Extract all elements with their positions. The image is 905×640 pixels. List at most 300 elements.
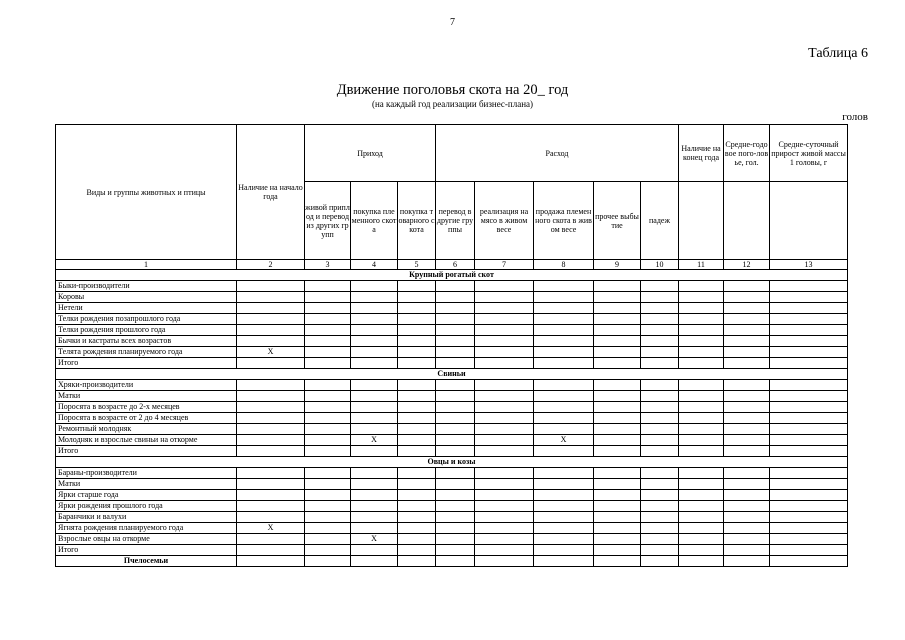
table-cell xyxy=(305,347,351,358)
table-cell xyxy=(305,556,351,567)
table-cell xyxy=(679,545,724,556)
table-cell xyxy=(641,303,679,314)
table-cell xyxy=(641,545,679,556)
table-cell xyxy=(594,446,641,457)
table-cell xyxy=(351,292,398,303)
table-cell xyxy=(237,413,305,424)
header-species: Виды и группы животных и птицы xyxy=(56,125,237,260)
table-cell xyxy=(534,325,594,336)
table-cell xyxy=(770,501,848,512)
table-cell xyxy=(436,391,475,402)
table-cell xyxy=(679,479,724,490)
table-cell xyxy=(351,479,398,490)
table-cell xyxy=(475,490,534,501)
table-cell xyxy=(475,468,534,479)
table-cell xyxy=(436,402,475,413)
table-row xyxy=(56,347,848,358)
table-cell xyxy=(351,490,398,501)
table-cell xyxy=(237,446,305,457)
table-cell xyxy=(351,281,398,292)
table-cell xyxy=(679,523,724,534)
table-row xyxy=(56,281,848,292)
table-cell xyxy=(770,380,848,391)
table-cell xyxy=(475,303,534,314)
column-number: 1 xyxy=(56,260,237,270)
table-cell xyxy=(770,358,848,369)
row-label: Нетели xyxy=(56,303,237,314)
table-cell xyxy=(475,281,534,292)
table-cell xyxy=(679,314,724,325)
table-cell xyxy=(351,358,398,369)
table-cell xyxy=(770,391,848,402)
table-cell xyxy=(351,523,398,534)
table-cell xyxy=(724,479,770,490)
table-cell xyxy=(305,468,351,479)
table-cell xyxy=(770,534,848,545)
column-number: 12 xyxy=(724,260,770,270)
table-cell xyxy=(475,402,534,413)
table-cell xyxy=(679,391,724,402)
table-row xyxy=(56,534,848,545)
row-label: Баранчики и валухи xyxy=(56,512,237,523)
table-cell xyxy=(770,468,848,479)
table-cell xyxy=(594,424,641,435)
table-row xyxy=(56,358,848,369)
table-cell xyxy=(770,336,848,347)
table-cell xyxy=(305,303,351,314)
table-cell xyxy=(475,325,534,336)
table-cell xyxy=(436,435,475,446)
row-label: Ярки рождения прошлого года xyxy=(56,501,237,512)
table-cell xyxy=(534,468,594,479)
table-cell xyxy=(237,556,305,567)
row-label: Коровы xyxy=(56,292,237,303)
table-cell xyxy=(305,413,351,424)
section-title: Овцы и козы xyxy=(56,457,848,468)
table-cell xyxy=(594,413,641,424)
table-cell xyxy=(305,402,351,413)
table-cell xyxy=(770,402,848,413)
table-cell xyxy=(436,380,475,391)
table-cell xyxy=(237,358,305,369)
table-cell xyxy=(237,435,305,446)
table-cell xyxy=(724,358,770,369)
row-label: Взрослые овцы на откорме xyxy=(56,534,237,545)
table-cell xyxy=(594,468,641,479)
row-label: Быки-производители xyxy=(56,281,237,292)
row-label: Телки рождения прошлого года xyxy=(56,325,237,336)
table-cell xyxy=(475,534,534,545)
section-title: Свиньи xyxy=(56,369,848,380)
table-cell xyxy=(594,534,641,545)
table-cell xyxy=(436,468,475,479)
table-cell xyxy=(724,336,770,347)
table-cell xyxy=(398,303,436,314)
table-cell xyxy=(770,512,848,523)
row-label-beehives: Пчелосемьи xyxy=(56,556,237,567)
table-cell xyxy=(641,281,679,292)
table-cell xyxy=(534,281,594,292)
column-number: 11 xyxy=(679,260,724,270)
table-cell xyxy=(305,391,351,402)
table-cell xyxy=(679,435,724,446)
table-row xyxy=(56,468,848,479)
table-cell xyxy=(679,281,724,292)
table-cell xyxy=(398,325,436,336)
table-cell xyxy=(436,292,475,303)
table-row xyxy=(56,446,848,457)
table-cell xyxy=(351,501,398,512)
table-cell xyxy=(679,347,724,358)
table-cell xyxy=(237,336,305,347)
table-cell xyxy=(641,468,679,479)
table-cell xyxy=(351,402,398,413)
table-cell xyxy=(679,380,724,391)
table-cell xyxy=(594,556,641,567)
table-cell xyxy=(679,413,724,424)
table-cell xyxy=(398,468,436,479)
table-cell xyxy=(679,512,724,523)
table-cell xyxy=(237,380,305,391)
table-cell xyxy=(534,501,594,512)
table-cell xyxy=(475,380,534,391)
table-cell xyxy=(436,358,475,369)
excluded-cell-mark: Х xyxy=(351,534,398,545)
table-cell xyxy=(534,490,594,501)
table-cell xyxy=(237,303,305,314)
table-cell xyxy=(398,512,436,523)
table-row xyxy=(56,380,848,391)
table-cell xyxy=(351,314,398,325)
table-cell xyxy=(724,325,770,336)
table-cell xyxy=(770,545,848,556)
table-cell xyxy=(679,292,724,303)
column-number: 6 xyxy=(436,260,475,270)
column-number: 3 xyxy=(305,260,351,270)
excluded-cell-mark: Х xyxy=(237,523,305,534)
table-cell xyxy=(724,347,770,358)
table-cell xyxy=(351,347,398,358)
table-cell xyxy=(594,545,641,556)
table-cell xyxy=(770,292,848,303)
table-cell xyxy=(679,303,724,314)
table-cell xyxy=(351,512,398,523)
table-cell xyxy=(305,380,351,391)
table-cell xyxy=(679,325,724,336)
table-cell xyxy=(770,446,848,457)
column-number: 13 xyxy=(770,260,848,270)
table-cell xyxy=(641,391,679,402)
table-cell xyxy=(724,490,770,501)
table-row xyxy=(56,325,848,336)
row-label: Ремонтный молодняк xyxy=(56,424,237,435)
table-cell xyxy=(351,325,398,336)
table-cell xyxy=(436,534,475,545)
table-cell xyxy=(237,545,305,556)
header-avg-daily-blank xyxy=(770,182,848,260)
table-cell xyxy=(475,424,534,435)
row-label: Итого xyxy=(56,545,237,556)
table-cell xyxy=(436,303,475,314)
table-cell xyxy=(305,325,351,336)
table-cell xyxy=(398,435,436,446)
header-expense-meat-sale: реализация на мясо в живом весе xyxy=(475,182,534,260)
table-cell xyxy=(436,545,475,556)
table-cell xyxy=(398,358,436,369)
table-cell xyxy=(641,380,679,391)
table-cell xyxy=(641,358,679,369)
table-cell xyxy=(724,468,770,479)
table-cell xyxy=(398,545,436,556)
table-cell xyxy=(436,501,475,512)
table-cell xyxy=(475,358,534,369)
table-cell xyxy=(770,347,848,358)
table-cell xyxy=(679,490,724,501)
table-cell xyxy=(237,314,305,325)
table-cell xyxy=(641,336,679,347)
table-cell xyxy=(534,336,594,347)
table-cell xyxy=(436,325,475,336)
table-cell xyxy=(679,446,724,457)
table-cell xyxy=(594,314,641,325)
table-cell xyxy=(641,424,679,435)
row-label: Итого xyxy=(56,358,237,369)
table-cell xyxy=(679,501,724,512)
table-cell xyxy=(534,479,594,490)
table-cell xyxy=(641,292,679,303)
table-cell xyxy=(641,314,679,325)
header-average-daily-gain: Средне-суточный прирост живой массы 1 головы, г xyxy=(770,125,848,182)
table-cell xyxy=(398,391,436,402)
table-cell xyxy=(724,435,770,446)
table-cell xyxy=(594,501,641,512)
table-row xyxy=(56,314,848,325)
table-cell xyxy=(351,391,398,402)
table-cell xyxy=(475,523,534,534)
table-cell xyxy=(770,281,848,292)
table-row xyxy=(56,424,848,435)
document-subtitle: (на каждый год реализации бизнес-плана) xyxy=(371,99,534,109)
table-cell xyxy=(641,413,679,424)
table-cell xyxy=(436,336,475,347)
table-cell xyxy=(475,446,534,457)
table-cell xyxy=(237,292,305,303)
table-cell xyxy=(641,523,679,534)
table-cell xyxy=(475,347,534,358)
excluded-cell-mark: Х xyxy=(237,347,305,358)
table-cell xyxy=(436,479,475,490)
table-cell xyxy=(770,556,848,567)
table-cell xyxy=(305,358,351,369)
table-cell xyxy=(594,512,641,523)
table-cell xyxy=(594,336,641,347)
table-cell xyxy=(770,435,848,446)
table-cell xyxy=(534,292,594,303)
table-cell xyxy=(237,424,305,435)
table-cell xyxy=(398,534,436,545)
header-end-of-year: Наличие на конец года xyxy=(679,125,724,182)
table-cell xyxy=(475,501,534,512)
table-cell xyxy=(534,413,594,424)
table-cell xyxy=(770,413,848,424)
table-cell xyxy=(475,292,534,303)
table-cell xyxy=(594,435,641,446)
table-cell xyxy=(436,281,475,292)
header-expense-breeding-sale: продажа племенного скота в живом весе xyxy=(534,182,594,260)
row-label: Поросята в возрасте от 2 до 4 месяцев xyxy=(56,413,237,424)
table-cell xyxy=(534,512,594,523)
table-cell xyxy=(237,490,305,501)
table-cell xyxy=(594,391,641,402)
table-cell xyxy=(436,347,475,358)
table-cell xyxy=(534,446,594,457)
table-row xyxy=(56,501,848,512)
table-cell xyxy=(305,501,351,512)
table-cell xyxy=(398,501,436,512)
table-cell xyxy=(770,523,848,534)
row-label: Телки рождения позапрошлого года xyxy=(56,314,237,325)
column-numbers-row xyxy=(56,260,848,270)
table-row xyxy=(56,391,848,402)
table-cell xyxy=(351,336,398,347)
table-cell xyxy=(641,325,679,336)
column-number: 5 xyxy=(398,260,436,270)
table-cell xyxy=(534,358,594,369)
row-label: Телята рождения планируемого года xyxy=(56,347,237,358)
column-number: 10 xyxy=(641,260,679,270)
table-cell xyxy=(679,402,724,413)
table-row xyxy=(56,512,848,523)
table-cell xyxy=(724,446,770,457)
table-cell xyxy=(724,413,770,424)
table-cell xyxy=(770,490,848,501)
table-cell xyxy=(305,314,351,325)
table-cell xyxy=(398,446,436,457)
table-cell xyxy=(724,501,770,512)
header-expense-deaths: падеж xyxy=(641,182,679,260)
row-label: Бычки и кастраты всех возрастов xyxy=(56,336,237,347)
table-cell xyxy=(237,512,305,523)
table-cell xyxy=(534,303,594,314)
table-cell xyxy=(724,402,770,413)
header-start-of-year: Наличие на начало года xyxy=(237,125,305,260)
table-cell xyxy=(679,556,724,567)
table-cell xyxy=(534,534,594,545)
table-row xyxy=(56,303,848,314)
row-label: Поросята в возрасте до 2-х месяцев xyxy=(56,402,237,413)
table-cell xyxy=(534,545,594,556)
table-cell xyxy=(436,424,475,435)
header-expense-transfer: перевод в другие группы xyxy=(436,182,475,260)
table-cell xyxy=(237,479,305,490)
table-cell xyxy=(305,292,351,303)
table-cell xyxy=(398,424,436,435)
table-cell xyxy=(351,545,398,556)
table-cell xyxy=(305,336,351,347)
table-cell xyxy=(724,292,770,303)
row-label: Ярки старше года xyxy=(56,490,237,501)
table-cell xyxy=(475,413,534,424)
header-avg-year-blank xyxy=(724,182,770,260)
table-row xyxy=(56,435,848,446)
header-income-breeding-purchase: покупка племенного скота xyxy=(351,182,398,260)
table-cell xyxy=(534,391,594,402)
table-cell xyxy=(475,314,534,325)
table-cell xyxy=(770,314,848,325)
table-cell xyxy=(237,468,305,479)
table-cell xyxy=(594,402,641,413)
row-label: Бараны-производители xyxy=(56,468,237,479)
table-cell xyxy=(398,380,436,391)
table-cell xyxy=(724,314,770,325)
column-number: 2 xyxy=(237,260,305,270)
column-number: 9 xyxy=(594,260,641,270)
table-cell xyxy=(436,523,475,534)
table-cell xyxy=(436,314,475,325)
table-cell xyxy=(770,303,848,314)
table-cell xyxy=(305,281,351,292)
table-cell xyxy=(351,413,398,424)
table-cell xyxy=(724,424,770,435)
table-cell xyxy=(724,534,770,545)
table-cell xyxy=(534,380,594,391)
header-end-blank xyxy=(679,182,724,260)
table-cell xyxy=(641,490,679,501)
table-cell xyxy=(594,523,641,534)
table-cell xyxy=(237,534,305,545)
table-cell xyxy=(398,281,436,292)
table-cell xyxy=(237,402,305,413)
table-cell xyxy=(305,512,351,523)
table-cell xyxy=(305,479,351,490)
excluded-cell-mark: Х xyxy=(351,435,398,446)
table-cell xyxy=(534,523,594,534)
table-cell xyxy=(475,479,534,490)
table-cell xyxy=(305,534,351,545)
table-cell xyxy=(305,490,351,501)
row-label: Матки xyxy=(56,391,237,402)
table-cell xyxy=(351,380,398,391)
table-cell xyxy=(724,281,770,292)
table-cell xyxy=(641,347,679,358)
table-row xyxy=(56,545,848,556)
table-cell xyxy=(398,490,436,501)
table-cell xyxy=(641,402,679,413)
table-cell xyxy=(475,435,534,446)
table-cell xyxy=(724,523,770,534)
table-cell xyxy=(679,468,724,479)
section-title: Крупный рогатый скот xyxy=(56,270,848,281)
table-cell xyxy=(770,424,848,435)
column-number: 8 xyxy=(534,260,594,270)
column-number: 7 xyxy=(475,260,534,270)
table-cell xyxy=(351,556,398,567)
table-cell xyxy=(594,380,641,391)
table-cell xyxy=(436,490,475,501)
table-cell xyxy=(475,545,534,556)
table-row xyxy=(56,523,848,534)
table-cell xyxy=(641,556,679,567)
table-cell xyxy=(398,479,436,490)
document-title: Движение поголовья скота на 20_ год xyxy=(336,82,569,98)
table-cell xyxy=(398,523,436,534)
table-cell xyxy=(475,391,534,402)
row-label: Ягнята рождения планируемого года xyxy=(56,523,237,534)
table-cell xyxy=(641,512,679,523)
table-cell xyxy=(724,545,770,556)
table-row xyxy=(56,413,848,424)
table-cell xyxy=(679,534,724,545)
